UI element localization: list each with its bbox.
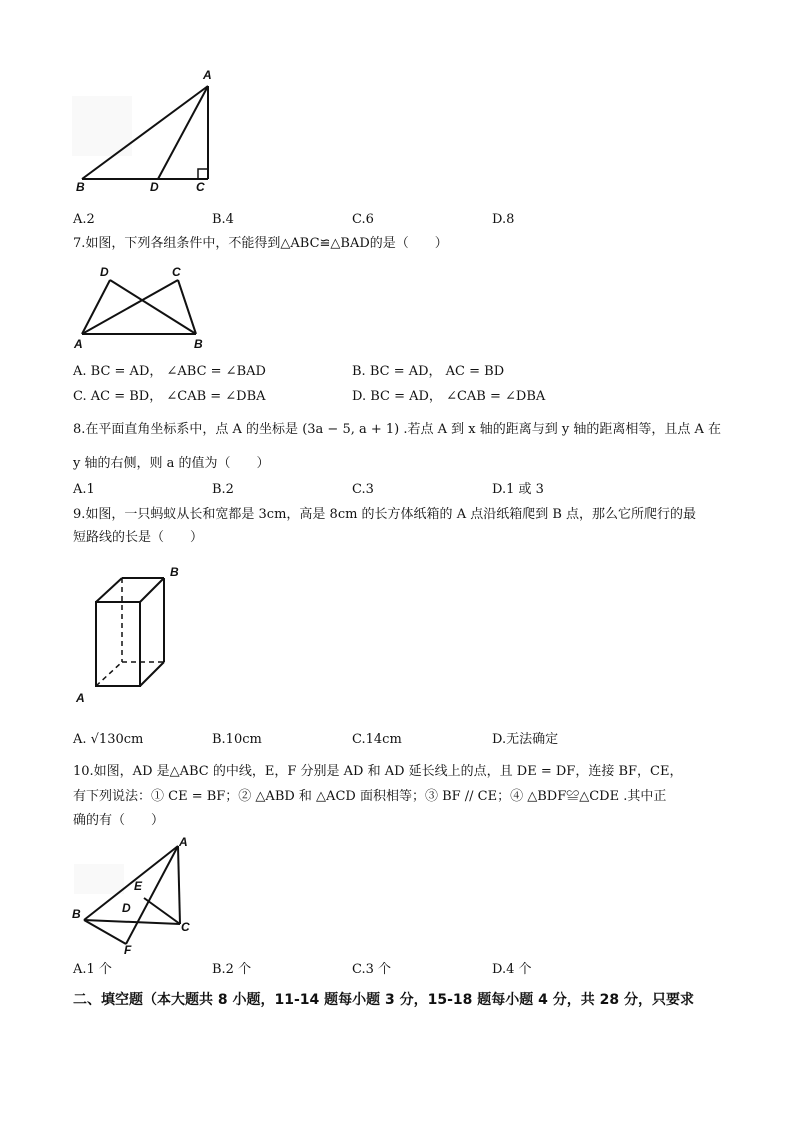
q10-label-d: D [122, 901, 131, 915]
q8-option-c[interactable]: C.3 [352, 482, 374, 497]
q10-label-b: B [72, 907, 81, 921]
q7-stem: 7.如图，下列各组条件中，不能得到△ABC≌△BAD的是（ ） [73, 236, 448, 251]
q10-label-e: E [134, 879, 143, 893]
q7-figure [70, 262, 210, 352]
q7-option-b[interactable]: B. BC = AD， AC = BD [352, 364, 505, 379]
q6-option-a[interactable]: A.2 [73, 212, 95, 227]
q9-stem-line1: 9.如图，一只蚂蚁从长和宽都是 3cm，高是 8cm 的长方体纸箱的 A 点沿纸箱爬到 B 点，那么它所爬行的最 [73, 507, 697, 522]
q7-label-a: A [74, 337, 83, 351]
q10-label-a: A [179, 835, 188, 849]
q10-label-f: F [124, 943, 132, 957]
q10-stem-line3: 确的有（ ） [73, 813, 165, 828]
q10-stem-line2: 有下列说法：① CE = BF；② △ABD 和 △ACD 面积相等；③ BF // CE；④ △BDF≌△CDE .其中正 [73, 789, 667, 804]
q6-label-b: B [76, 180, 85, 194]
q9-label-a: A [76, 691, 85, 705]
q9-option-b[interactable]: B.10cm [212, 732, 262, 747]
q8-option-a[interactable]: A.1 [73, 482, 95, 497]
q10-option-b[interactable]: B.2 个 [212, 962, 252, 977]
q7-option-a[interactable]: A. BC = AD， ∠ABC = ∠BAD [73, 364, 266, 379]
q7-option-d[interactable]: D. BC = AD， ∠CAB = ∠DBA [352, 389, 546, 404]
q9-figure [72, 562, 192, 707]
q6-option-c[interactable]: C.6 [352, 212, 374, 227]
q10-label-c: C [181, 920, 190, 934]
q10-option-c[interactable]: C.3 个 [352, 962, 392, 977]
q10-figure [68, 834, 198, 958]
q9-stem-line2: 短路线的长是（ ） [73, 530, 204, 545]
q9-option-a[interactable]: A. √130cm [73, 732, 144, 747]
q6-label-c: C [196, 180, 205, 194]
q10-option-d[interactable]: D.4 个 [492, 962, 532, 977]
q10-option-a[interactable]: A.1 个 [73, 962, 112, 977]
section2-heading: 二、填空题（本大题共 8 小题，11-14 题每小题 3 分，15-18 题每小题 4 分，共 28 分，只要求 [73, 992, 694, 1008]
q6-option-d[interactable]: D.8 [492, 212, 515, 227]
q9-option-c[interactable]: C.14cm [352, 732, 402, 747]
q8-stem-line2: y 轴的右侧，则 a 的值为（ ） [73, 456, 270, 471]
q7-option-c[interactable]: C. AC = BD， ∠CAB = ∠DBA [73, 389, 266, 404]
q8-option-d[interactable]: D.1 或 3 [492, 482, 544, 497]
q8-stem-line1: 8.在平面直角坐标系中，点 A 的坐标是 (3a − 5, a + 1) .若点 A 到 x 轴的距离与到 y 轴的距离相等，且点 A 在 [73, 422, 722, 437]
q9-option-d[interactable]: D.无法确定 [492, 732, 559, 747]
q10-stem-line1: 10.如图，AD 是△ABC 的中线，E，F 分别是 AD 和 AD 延长线上的点，且 DE = DF，连接 BF，CE， [73, 764, 683, 779]
q7-label-c: C [172, 265, 181, 279]
q6-figure [68, 66, 218, 194]
q7-label-b: B [194, 337, 203, 351]
q6-label-d: D [150, 180, 159, 194]
q6-label-a: A [203, 68, 212, 82]
q7-label-d: D [100, 265, 109, 279]
q9-label-b: B [170, 565, 179, 579]
q6-option-b[interactable]: B.4 [212, 212, 234, 227]
q8-option-b[interactable]: B.2 [212, 482, 234, 497]
